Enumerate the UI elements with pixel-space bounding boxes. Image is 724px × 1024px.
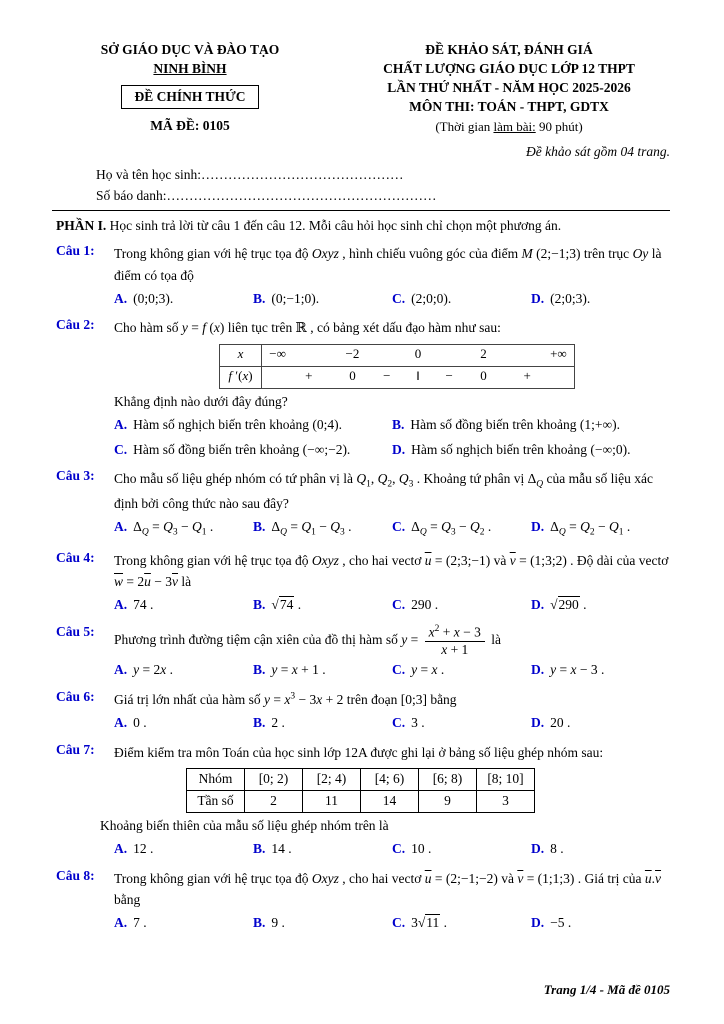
question-1	[56, 243, 670, 308]
question-7-option-a: A. 12 .	[114, 841, 154, 857]
question-2	[56, 317, 670, 459]
sign-table-fx-label: f ′(x)	[220, 367, 262, 388]
question-3-label: Câu 3:	[56, 468, 95, 484]
question-7-option-d: D. 8 .	[531, 841, 564, 857]
question-1-options	[114, 289, 670, 309]
question-3-option-c: C. $\Delta_Q = Q_3 - Q_2$ .	[392, 519, 492, 538]
exam-title-line3: LẦN THỨ NHẤT - NĂM HỌC 2025-2026	[387, 80, 631, 96]
question-2-option-b: B. Hàm số đồng biến trên khoảng (1;+∞).	[392, 417, 620, 433]
question-5-options	[114, 660, 670, 680]
section-divider	[52, 210, 670, 211]
question-1-option-d: D. (2;0;3).	[531, 290, 591, 306]
exam-title-line1: ĐỀ KHẢO SÁT, ĐÁNH GIÁ	[425, 42, 593, 57]
student-id-line: Số báo danh:……………………………………………………	[96, 188, 437, 204]
exam-subject-line: MÔN THI: TOÁN - THPT, GDTX	[409, 99, 609, 115]
question-5	[56, 624, 670, 680]
issuer-province: NINH BÌNH	[153, 61, 227, 77]
question-8-option-b: B. 9 .	[253, 915, 285, 931]
question-3-option-d: D. $\Delta_Q = Q_2 - Q_1$ .	[531, 519, 631, 538]
question-7-body: Điểm kiểm tra môn Toán của học sinh lớp 12A được ghi lại ở bảng số liệu ghép nhóm sau:	[114, 744, 604, 760]
question-3-option-a: A. $\Delta_Q = Q_3 - Q_1$ .	[114, 519, 214, 538]
question-3-option-b: B. $\Delta_Q = Q_1 - Q_3$ .	[253, 519, 352, 538]
question-8-option-c: C. 3√11 .	[392, 915, 448, 931]
part1-instruction: Học sinh trả lời từ câu 1 đến câu 12. Mỗi câu hỏi học sinh chỉ chọn một phương án.	[106, 217, 562, 233]
sign-table-signs: + 0 − ‖ − 0 +	[305, 367, 531, 383]
question-8-body: Trong không gian với hệ trục tọa độ Oxyz , cho hai vectơ $\overline{u}$ = (2;−1;−2) và $\overline{v}$ = (1;1;3) . Giá trị của $\overline{u}.\overline{v}$ bằng	[114, 870, 662, 908]
sign-table-x-label: x	[220, 345, 262, 366]
pages-note: Đề khảo sát gồm 04 trang.	[526, 144, 670, 160]
question-5-label: Câu 5:	[56, 623, 95, 639]
question-8-options	[114, 913, 670, 933]
question-2-option-d: D. Hàm số nghịch biến trên khoảng (−∞;0).	[392, 441, 631, 457]
question-4-options	[114, 595, 670, 615]
question-7-options	[114, 839, 670, 859]
question-4-body: Trong không gian với hệ trục tọa độ Oxyz , cho hai vectơ $\overline{u}$ = (2;3;−1) và $\overline{v}$ = (1;3;2) . Độ dài của vectơ $\overline{w} = 2\overline{u} - 3\overline{v}$ là	[114, 552, 669, 589]
question-7-option-c: C. 10 .	[392, 841, 432, 857]
exam-title-block	[324, 40, 670, 136]
question-2-options	[114, 415, 670, 459]
question-8-option-a: A. 7 .	[114, 915, 147, 931]
frequency-table: Nhóm [0; 2) [2; 4) [4; 6) [6; 8) [8; 10] Tần số 2 11 14 9 3	[186, 768, 535, 813]
question-6-option-d: D. 20 .	[531, 715, 571, 731]
question-5-body: Phương trình đường tiệm cận xiên của đồ thị hàm số y = $\frac{x^2 + x - 3}{x + 1}$ là	[114, 623, 501, 657]
exam-duration: (Thời gian làm bài: 90 phút)	[435, 118, 583, 134]
question-6-label: Câu 6:	[56, 688, 95, 704]
question-2-option-a: A. Hàm số nghịch biến trên khoảng (0;4).	[114, 417, 342, 433]
part1-label: PHẦN I.	[56, 217, 107, 233]
question-8-option-d: D. −5 .	[531, 915, 572, 931]
question-7	[56, 742, 670, 859]
question-6-option-b: B. 2 .	[253, 715, 285, 731]
exam-code: MÃ ĐỀ: 0105	[150, 118, 230, 134]
question-4-option-b: B. √74 .	[253, 597, 302, 613]
student-info	[96, 165, 670, 207]
question-6-option-a: A. 0 .	[114, 715, 147, 731]
question-4-option-a: A. 74 .	[114, 597, 154, 613]
question-4-option-c: C. 290 .	[392, 597, 439, 613]
question-7-prompt: Khoảng biến thiên của mẫu số liệu ghép nhóm trên là	[100, 817, 389, 833]
question-7-label: Câu 7:	[56, 741, 95, 757]
question-5-option-a: A. y = 2x .	[114, 662, 173, 678]
page-footer: Trang 1/4 - Mã đề 0105	[543, 982, 670, 997]
question-3	[56, 468, 670, 540]
question-2-label: Câu 2:	[56, 317, 95, 333]
question-6-option-c: C. 3 .	[392, 715, 425, 731]
question-4	[56, 550, 670, 615]
derivative-sign-table	[219, 344, 575, 389]
question-8-label: Câu 8:	[56, 867, 95, 883]
question-5-option-d: D. y = x − 3 .	[531, 662, 605, 678]
part1-heading	[56, 216, 670, 236]
sign-table-x-values: −∞ −2 0 2 +∞	[269, 345, 567, 361]
header	[56, 40, 670, 136]
official-exam-box: ĐỀ CHÍNH THỨC	[121, 85, 258, 109]
question-3-body: Cho mẫu số liệu ghép nhóm có tứ phân vị là $Q_1$, $Q_2$, $Q_3$ . Khoảng tứ phân vị $\Delta_Q$ của mẫu số liệu xác định bởi công thức nào sau đây?	[114, 471, 653, 511]
question-2-body: Cho hàm số y = f (x) liên tục trên ℝ , có bảng xét dấu đạo hàm như sau:	[114, 320, 501, 336]
question-1-option-b: B. (0;−1;0).	[253, 290, 320, 306]
question-6	[56, 689, 670, 733]
question-6-options	[114, 713, 670, 733]
question-2-prompt: Khẳng định nào dưới đây đúng?	[114, 393, 288, 409]
question-1-label: Câu 1:	[56, 243, 95, 259]
question-8	[56, 868, 670, 933]
question-3-options	[114, 517, 670, 540]
issuer-name: SỞ GIÁO DỤC VÀ ĐÀO TẠO	[100, 42, 280, 57]
question-1-option-c: C. (2;0;0).	[392, 290, 452, 306]
question-4-label: Câu 4:	[56, 549, 95, 565]
exam-title-line2: CHẤT LƯỢNG GIÁO DỤC LỚP 12 THPT	[383, 61, 635, 77]
question-2-option-c: C. Hàm số đồng biến trên khoảng (−∞;−2).	[114, 441, 351, 457]
question-6-body: Giá trị lớn nhất của hàm số $y = x^3 - 3x + 2$ trên đoạn [0;3] bằng	[114, 691, 457, 707]
question-1-body: Trong không gian với hệ trục tọa độ Oxyz , hình chiếu vuông góc của điểm M (2;−1;3) trên trục Oy là điểm có tọa độ	[114, 246, 662, 283]
question-7-option-b: B. 14 .	[253, 841, 292, 857]
issuer-block	[56, 40, 324, 136]
question-5-option-b: B. y = x + 1 .	[253, 662, 326, 678]
question-4-option-d: D. √290 .	[531, 597, 587, 613]
question-1-option-a: A. (0;0;3).	[114, 290, 174, 306]
question-5-option-c: C. y = x .	[392, 662, 445, 678]
student-name-line: Họ và tên học sinh:………………………………………	[96, 167, 404, 183]
